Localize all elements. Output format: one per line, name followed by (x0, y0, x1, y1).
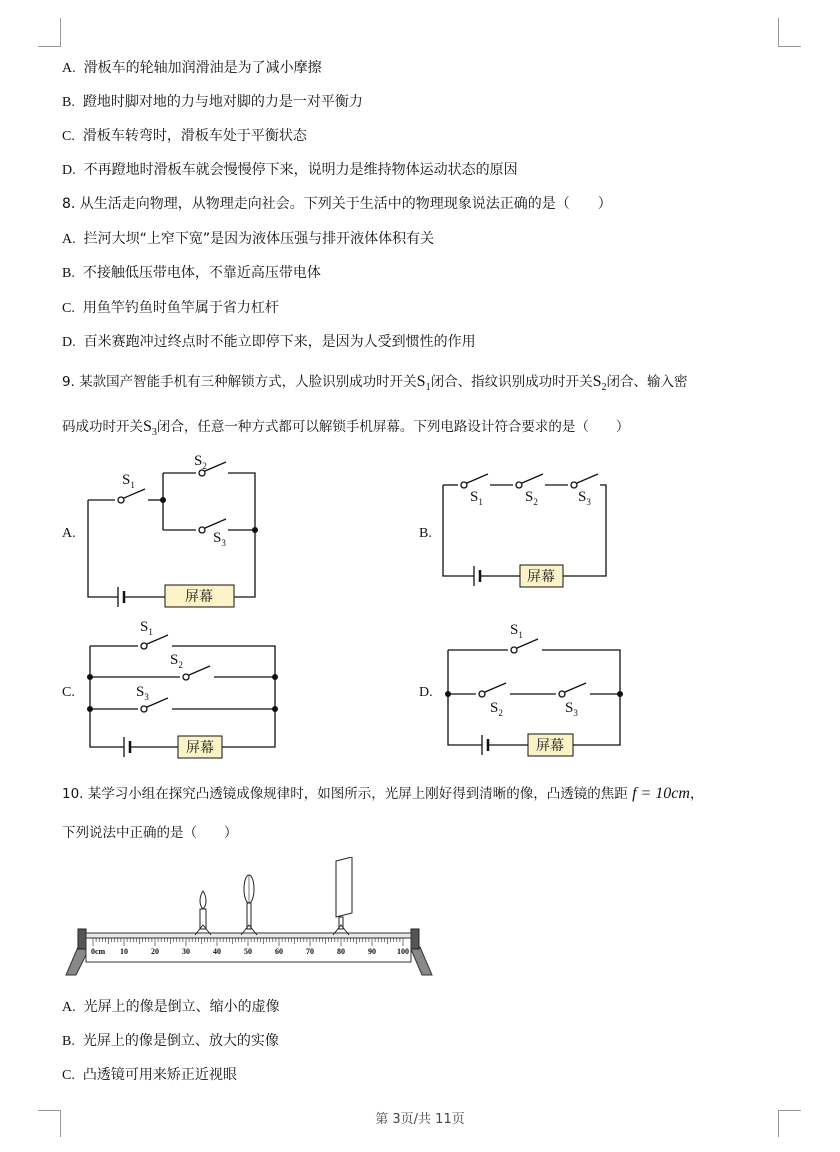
label-s2-a: $S_2$ (194, 453, 207, 471)
q10-option-a: A. 光屏上的像是倒立、缩小的虚像 (62, 999, 280, 1015)
label-s2-b: $S_2$ (525, 489, 538, 507)
q8-option-a: A. 拦河大坝“上窄下宽”是因为液体压强与排开液体体积有关 (62, 231, 435, 247)
convex-lens (241, 875, 257, 935)
label-s3-d: $S_3$ (565, 700, 578, 718)
q7-option-b: B. 蹬地时脚对地的力与地对脚的力是一对平衡力 (62, 94, 363, 110)
page-footer: 第 3页/共 11页 (375, 1112, 465, 1127)
circuit-a-letter: A. (62, 526, 76, 541)
q10-stem-line2: 下列说法中正确的是（ ） (62, 825, 238, 841)
ruler-label: 10 (120, 947, 128, 956)
q8-option-b: B. 不接触低压带电体，不靠近高压带电体 (62, 265, 321, 281)
label-s2-c: $S_2$ (170, 652, 183, 670)
screen-label-d: 屏幕 (536, 738, 564, 754)
screen-label-b: 屏幕 (527, 569, 555, 585)
optical-bench-figure (62, 857, 442, 982)
q7-option-a: A. 滑板车的轮轴加润滑油是为了减小摩擦 (62, 60, 322, 76)
ruler-label: 60 (275, 947, 283, 956)
q9-stem-line2: 码成功时开关$S_3$闭合，任意一种方式都可以解锁手机屏幕。下列电路设计符合要求的是（ ） (62, 418, 630, 439)
corner-mark-top-right (778, 18, 801, 47)
ruler-label: 50 (244, 947, 252, 956)
ruler-label: 80 (337, 947, 345, 956)
q8-option-d: D. 百米赛跑冲过终点时不能立即停下来，是因为人受到惯性的作用 (62, 334, 476, 350)
label-s1-a: $S_1$ (122, 472, 135, 490)
circuit-b-letter: B. (419, 526, 432, 541)
q8-option-c: C. 用鱼竿钓鱼时鱼竿属于省力杠杆 (62, 300, 279, 316)
q10-option-c: C. 凸透镜可用来矫正近视眼 (62, 1067, 237, 1083)
ruler-label: 70 (306, 947, 314, 956)
ruler-label: 100 (397, 947, 409, 956)
label-s1-d: $S_1$ (510, 622, 523, 640)
label-s2-d: $S_2$ (490, 700, 503, 718)
q9-stem-line1: 9. 某款国产智能手机有三种解锁方式，人脸识别成功时开关$S_1$闭合、指纹识别成功时开关$S_2$闭合、输入密 (62, 373, 688, 394)
q9-circuit-diagrams (0, 445, 840, 765)
q8-stem: 8. 从生活走向物理，从物理走向社会。下列关于生活中的物理现象说法正确的是（ ） (62, 196, 612, 212)
q10-stem-line1: 10. 某学习小组在探究凸透镜成像规律时，如图所示，光屏上刚好得到清晰的像，凸透镜的焦距 f = 10cm， (62, 785, 704, 802)
label-s3-b: $S_3$ (578, 489, 591, 507)
q7-option-d: D. 不再蹬地时滑板车就会慢慢停下来，说明力是维持物体运动状态的原因 (62, 162, 518, 178)
label-s1-b: $S_1$ (470, 489, 483, 507)
corner-mark-top-left (38, 18, 61, 47)
light-screen (333, 857, 352, 935)
ruler-label: 30 (182, 947, 190, 956)
ruler-label: 90 (368, 947, 376, 956)
label-s1-c: $S_1$ (140, 619, 153, 637)
circuit-d-letter: D. (419, 685, 433, 700)
ruler-label: 20 (151, 947, 159, 956)
ruler-label: 0cm (91, 947, 106, 956)
candle (195, 891, 211, 935)
q7-option-c: C. 滑板车转弯时，滑板车处于平衡状态 (62, 128, 307, 144)
circuit-c-letter: C. (62, 685, 75, 700)
label-s3-a: $S_3$ (213, 530, 226, 548)
screen-label-a: 屏幕 (185, 589, 213, 605)
q10-option-b: B. 光屏上的像是倒立、放大的实像 (62, 1033, 279, 1049)
label-s3-c: $S_3$ (136, 684, 149, 702)
ruler-label: 40 (213, 947, 221, 956)
screen-label-c: 屏幕 (186, 740, 214, 756)
